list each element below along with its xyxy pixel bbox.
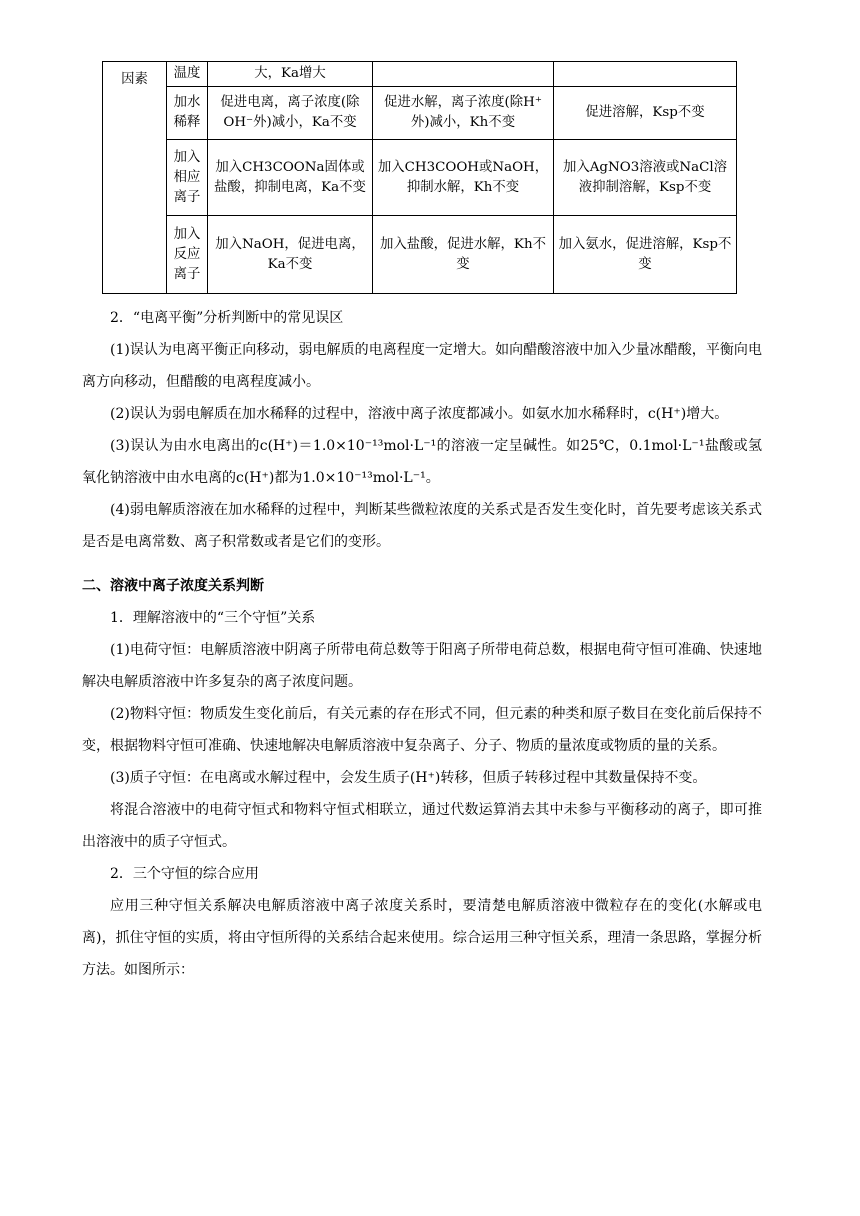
table-row <box>103 140 737 216</box>
part-heading: 二、溶液中离子浓度关系判断 <box>82 578 264 594</box>
section-heading: 2．“电离平衡”分析判断中的常见误区 <box>110 310 344 326</box>
ionization-cell: 促进电离，离子浓度(除OH⁻外)减小，Ka不变 <box>208 87 373 140</box>
factor-cell: 温度 <box>167 62 208 87</box>
part-2-block <box>82 570 762 986</box>
row-header-label: 因素 <box>121 72 148 87</box>
ionization-cell: 大，Ka增大 <box>208 62 373 87</box>
dissolution-cell: 加入AgNO3溶液或NaCl溶液抑制溶解，Ksp不变 <box>554 140 737 216</box>
factor-cell: 加入反应离子 <box>167 216 208 294</box>
subsection-heading: 2．三个守恒的综合应用 <box>110 866 259 882</box>
table-row <box>103 62 737 87</box>
dissolution-cell: 促进溶解，Ksp不变 <box>554 87 737 140</box>
paragraph: 应用三种守恒关系解决电解质溶液中离子浓度关系时，要清楚电解质溶液中微粒存在的变化(水解或电离)，抓住守恒的实质，将由守恒所得的关系结合起来使用。综合运用三种守恒关系，理清一条思路，掌握分析方法。如图所示： <box>82 898 762 978</box>
table-row <box>103 216 737 294</box>
hydrolysis-cell: 促进水解，离子浓度(除H⁺外)减小，Kh不变 <box>373 87 554 140</box>
paragraph: (3)质子守恒：在电离或水解过程中，会发生质子(H⁺)转移，但质子转移过程中其数量保持不变。 <box>110 770 707 786</box>
subsection-heading: 1．理解溶液中的“三个守恒”关系 <box>110 610 316 626</box>
paragraph: (3)误认为由水电离出的c(H⁺)＝1.0×10⁻¹³mol·L⁻¹的溶液一定呈碱性。如25℃，0.1mol·L⁻¹盐酸或氢氧化钠溶液中由水电离的c(H⁺)都为1.0×10⁻¹³mol·L⁻¹。 <box>82 438 762 486</box>
ionization-cell: 加入CH3COONa固体或盐酸，抑制电离，Ka不变 <box>208 140 373 216</box>
dissolution-cell <box>554 62 737 87</box>
factor-cell: 加入相应离子 <box>167 140 208 216</box>
paragraph: 将混合溶液中的电荷守恒式和物料守恒式相联立，通过代数运算消去其中未参与平衡移动的离子，即可推出溶液中的质子守恒式。 <box>82 802 762 850</box>
table-row <box>103 87 737 140</box>
factors-table <box>102 61 737 294</box>
paragraph: (2)物料守恒：物质发生变化前后，有关元素的存在形式不同，但元素的种类和原子数目在变化前后保持不变，根据物料守恒可准确、快速地解决电解质溶液中复杂离子、分子、物质的量浓度或物质的量的关系。 <box>82 706 762 754</box>
hydrolysis-cell <box>373 62 554 87</box>
paragraph: (2)误认为弱电解质在加水稀释的过程中，溶液中离子浓度都减小。如氨水加水稀释时，c(H⁺)增大。 <box>110 406 729 422</box>
hydrolysis-cell: 加入盐酸，促进水解，Kh不变 <box>373 216 554 294</box>
hydrolysis-cell: 加入CH3COOH或NaOH，抑制水解，Kh不变 <box>373 140 554 216</box>
paragraph: (1)电荷守恒：电解质溶液中阴离子所带电荷总数等于阳离子所带电荷总数，根据电荷守恒可准确、快速地解决电解质溶液中许多复杂的离子浓度问题。 <box>82 642 762 690</box>
paragraph: (1)误认为电离平衡正向移动，弱电解质的电离程度一定增大。如向醋酸溶液中加入少量冰醋酸，平衡向电离方向移动，但醋酸的电离程度减小。 <box>82 342 762 390</box>
row-header-cell <box>103 62 167 294</box>
ionization-cell: 加入NaOH，促进电离，Ka不变 <box>208 216 373 294</box>
factor-cell: 加水稀释 <box>167 87 208 140</box>
section-2-block <box>82 302 762 558</box>
paragraph: (4)弱电解质溶液在加水稀释的过程中，判断某些微粒浓度的关系式是否发生变化时，首先要考虑该关系式是否是电离常数、离子积常数或者是它们的变形。 <box>82 502 762 550</box>
dissolution-cell: 加入氨水，促进溶解，Ksp不变 <box>554 216 737 294</box>
